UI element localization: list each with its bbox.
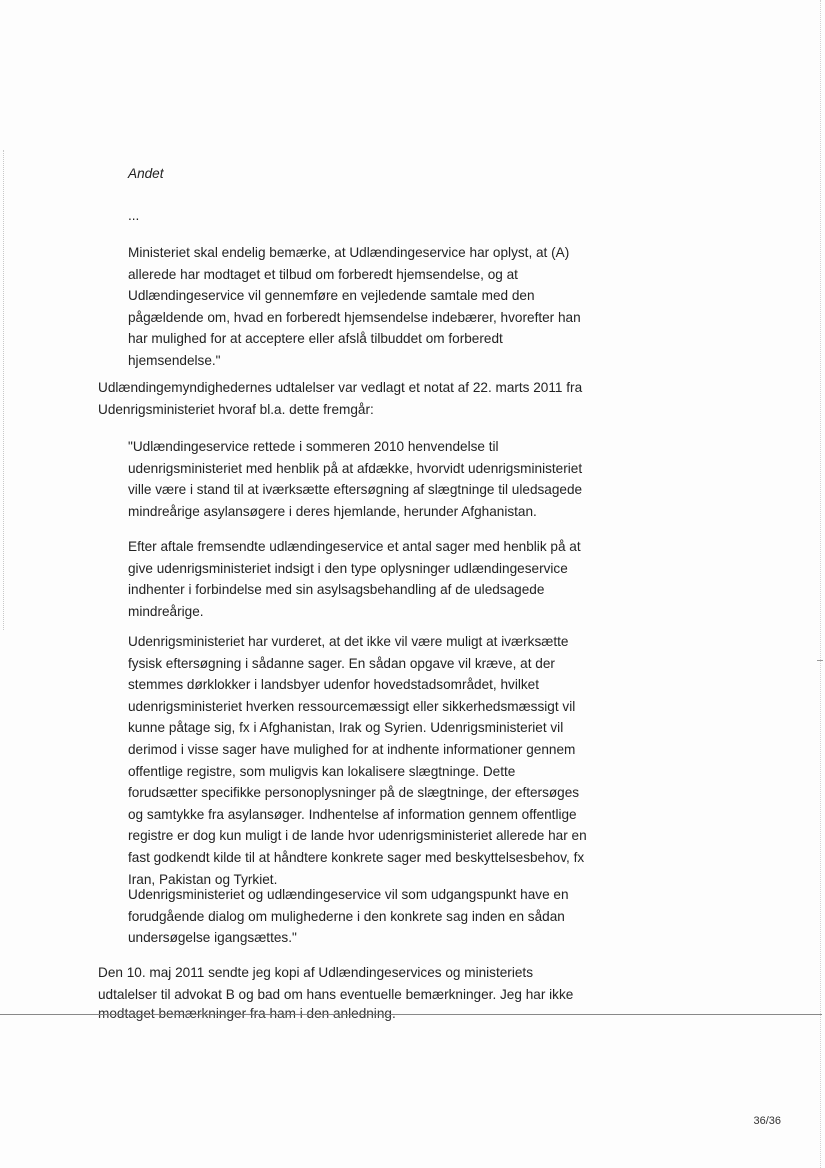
scan-edge-left xyxy=(3,150,4,630)
body-paragraph-2-last-line: modtaget bemærkninger fra ham i den anledning. xyxy=(98,1006,396,1021)
section-heading: Andet xyxy=(128,166,164,181)
quote-paragraph-1: Ministeriet skal endelig bemærke, at Udlændingeservice har oplyst, at (A) allerede har modtaget et tilbud om forberedt hjemsendelse, og at Udlændingeservice vil gennemføre en vejledende samtale med den pågældende om, hvad en forberedt hjemsendelse indebærer, hvorefter han har mulighed for at acceptere eller afslå tilbuddet om forberedt hjemsendelse." xyxy=(128,245,581,368)
scan-edge-right xyxy=(820,0,821,1168)
quote-paragraph-3: Efter aftale fremsendte udlændingeservice et antal sager med henblik på at give udenrigsministeriet indsigt i den type oplysninger udlændingeservice indhenter i forbindelse med sin asylsagsbehandling af de uledsagede mindreårige. xyxy=(128,539,581,619)
scan-fold-line xyxy=(0,1014,822,1015)
body-paragraph-2: Den 10. maj 2011 sendte jeg kopi af Udlændingeservices og ministeriets udtalelser til advokat B og bad om hans eventuelle bemærkninger. Jeg har ikke xyxy=(98,965,574,1002)
body-paragraph-1: Udlændingemyndighedernes udtalelser var vedlagt et notat af 22. marts 2011 fra Udenrigsministeriet hvoraf bl.a. dette fremgår: xyxy=(98,380,583,417)
page-number: 36/36 xyxy=(753,1115,781,1127)
quote-paragraph-5: Udenrigsministeriet og udlændingeservice vil som udgangspunkt have en forudgående dialog om mulighederne i den konkrete sag inden en sådan undersøgelse igangsættes." xyxy=(128,887,569,946)
scan-tick-mark xyxy=(817,660,823,661)
ellipsis: ... xyxy=(128,208,140,223)
quote-paragraph-4: Udenrigsministeriet har vurderet, at det ikke vil være muligt at iværksætte fysisk eftersøgning i sådanne sager. En sådan opgave vil kræve, at der stemmes dørklokker i landsbyer udenfor hovedstadsområdet, hvilket udenrigsministeriet hverken ressourcemæssigt eller sikkerhedsmæssigt vil kunne påtage sig, fx i Afghanistan, Irak og Syrien. Udenrigsministeriet vil derimod i visse sager have mulighed for at indhente informationer gennem offentlige registre, som muligvis kan lokalisere slægtninge. Dette forudsætter specifikke personoplysninger på de slægtninge, der eftersøges og samtykke fra asylansøger. Indhentelse af information gennem offentlige registre er dog kun muligt i de lande hvor udenrigsministeriet allerede har en fast godkendt kilde til at håndtere konkrete sager med beskyttelsesbehov, fx Iran, Pakistan og Tyrkiet. xyxy=(128,634,587,887)
quote-paragraph-2: "Udlændingeservice rettede i sommeren 2010 henvendelse til udenrigsministeriet med henblik på at afdække, hvorvidt udenrigsministeriet ville være i stand til at iværksætte eftersøgning af slægtninge til uledsagede mindreårige asylansøgere i deres hjemlande, herunder Afghanistan. xyxy=(128,439,583,519)
